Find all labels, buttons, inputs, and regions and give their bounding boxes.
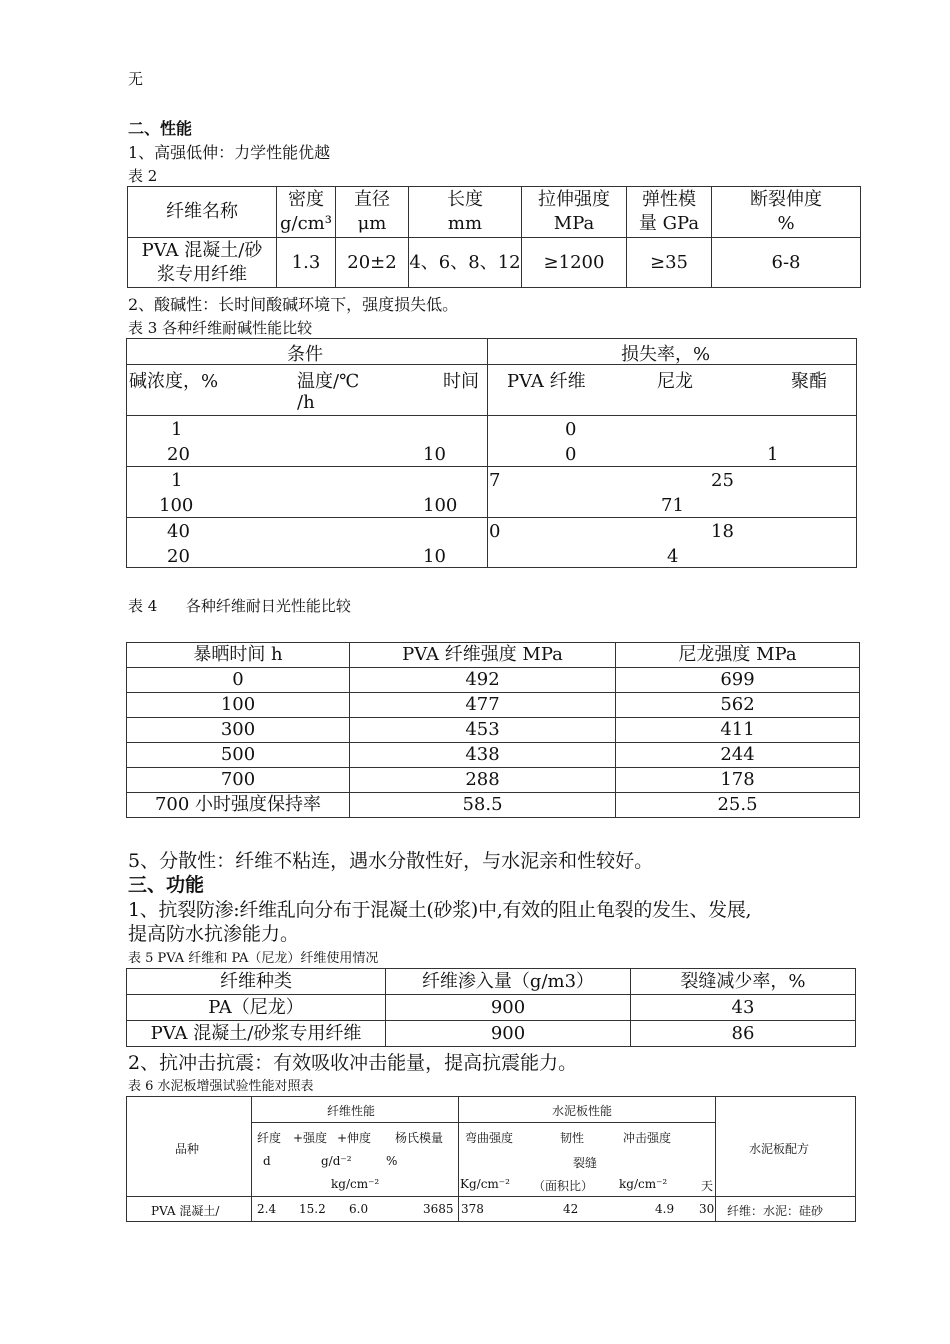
table-row bbox=[127, 718, 860, 743]
func1-line2: 提高防水抗渗能力。 bbox=[128, 923, 300, 945]
table5-header: 纤维种类 bbox=[127, 969, 386, 995]
table5-cell: 900 bbox=[386, 1021, 631, 1047]
table6-fiber-unit: % bbox=[386, 1154, 398, 1168]
table6-fiber-unit: d bbox=[263, 1154, 271, 1168]
section2-heading: 二、性能 bbox=[128, 119, 193, 138]
table3-cell: 4 bbox=[667, 546, 679, 567]
table6-variety: PVA 混凝土/ bbox=[151, 1204, 220, 1218]
table3-col-nylon: 尼龙 bbox=[657, 371, 693, 392]
table4-cell: 699 bbox=[616, 668, 860, 693]
table-row bbox=[127, 768, 860, 793]
table2-header-diameter: 直径 μm bbox=[336, 187, 409, 238]
table4-cell: 700 bbox=[127, 768, 350, 793]
table6-board-unit: 天 bbox=[701, 1179, 714, 1193]
table5-cell: 900 bbox=[386, 995, 631, 1021]
table6-board-unit: kg/cm⁻² bbox=[619, 1177, 668, 1191]
table3-cell: 100 bbox=[423, 495, 458, 516]
table3-cell: 10 bbox=[423, 444, 446, 465]
table2-header-name: 纤维名称 bbox=[128, 187, 277, 238]
table6-board-sub: 冲击强度 bbox=[623, 1131, 672, 1145]
table3-cell: 40 bbox=[167, 521, 190, 542]
table5-header: 裂缝减少率，% bbox=[631, 969, 856, 995]
table3-col-alkali: 碱浓度，% bbox=[129, 371, 219, 392]
table6-col-formula: 水泥板配方 bbox=[749, 1142, 810, 1156]
table5-header: 纤维渗入量（g/m3） bbox=[386, 969, 631, 995]
table5-cell: PVA 混凝土/砂浆专用纤维 bbox=[127, 1021, 386, 1047]
table2-cell: 6-8 bbox=[712, 238, 861, 288]
table2-row-name: PVA 混凝土/砂 浆专用纤维 bbox=[128, 238, 277, 288]
table4-cell: 700 小时强度保持率 bbox=[127, 793, 350, 818]
item2-text: 2、酸碱性：长时间酸碱环境下，强度损失低。 bbox=[128, 295, 459, 314]
table6-fiber-sub: 杨氏模量 bbox=[395, 1131, 444, 1145]
table2-header-length: 长度 mm bbox=[409, 187, 522, 238]
table2-caption: 表 2 bbox=[128, 167, 158, 185]
table3-col-pva: PVA 纤维 bbox=[507, 371, 586, 392]
table4-cell: 300 bbox=[127, 718, 350, 743]
func2-text: 2、抗冲击抗震：有效吸收冲击能量，提高抗震能力。 bbox=[128, 1052, 578, 1074]
table6-group-board: 水泥板性能 bbox=[552, 1104, 613, 1118]
table4-caption: 表 4 各种纤维耐日光性能比较 bbox=[128, 597, 351, 615]
top-text: 无 bbox=[128, 70, 144, 88]
table3-cell: 7 bbox=[489, 470, 501, 491]
table5-caption: 表 5 PVA 纤维和 PA（尼龙）纤维使用情况 bbox=[128, 951, 379, 966]
table3-cell: 1 bbox=[171, 419, 183, 440]
table6-cell: 15.2 bbox=[299, 1202, 326, 1216]
table4-cell: 25.5 bbox=[616, 793, 860, 818]
table6-board-unit: （面积比） bbox=[533, 1179, 594, 1193]
table-row bbox=[127, 693, 860, 718]
table3-cell: 20 bbox=[167, 444, 190, 465]
table3-cell: 0 bbox=[565, 444, 577, 465]
table3-col-temp-unit: /h bbox=[297, 392, 315, 413]
table-row bbox=[127, 668, 860, 693]
table6-formula: 纤维：水泥：硅砂 bbox=[727, 1204, 824, 1218]
table2-header-density: 密度 g/cm³ bbox=[277, 187, 336, 238]
table3-cell: 1 bbox=[767, 444, 779, 465]
section3-heading: 三、功能 bbox=[128, 874, 205, 896]
table3-col-temp: 温度/℃ bbox=[297, 371, 360, 392]
table4-cell: 58.5 bbox=[350, 793, 616, 818]
table6-col-variety: 品种 bbox=[175, 1142, 200, 1156]
table6-board-unit: Kg/cm⁻² bbox=[460, 1177, 510, 1191]
table6-cell: 42 bbox=[563, 1202, 579, 1216]
table4-header: PVA 纤维强度 MPa bbox=[350, 643, 616, 668]
table3-group-loss: 损失率，% bbox=[621, 344, 711, 365]
table6-cell: 4.9 bbox=[655, 1202, 675, 1216]
table6-fiber-sub: +伸度 bbox=[337, 1131, 372, 1145]
table4-cell: 438 bbox=[350, 743, 616, 768]
table5-cell: PA（尼龙） bbox=[127, 995, 386, 1021]
table6-cell: 378 bbox=[461, 1202, 484, 1216]
table4-cell: 453 bbox=[350, 718, 616, 743]
table2-cell: 1.3 bbox=[277, 238, 336, 288]
table2-header-elongation: 断裂伸度 % bbox=[712, 187, 861, 238]
table6-group-fiber: 纤维性能 bbox=[327, 1104, 376, 1118]
table5 bbox=[126, 968, 856, 1047]
table6-fiber-unit: g/d⁻² bbox=[321, 1154, 352, 1168]
table2-cell: ≥1200 bbox=[522, 238, 627, 288]
table4-cell: 178 bbox=[616, 768, 860, 793]
table2-cell: ≥35 bbox=[627, 238, 712, 288]
table2-header-modulus: 弹性模 量 GPa bbox=[627, 187, 712, 238]
table5-cell: 86 bbox=[631, 1021, 856, 1047]
table-row bbox=[127, 995, 856, 1021]
table4-cell: 411 bbox=[616, 718, 860, 743]
table-row bbox=[127, 1021, 856, 1047]
table5-cell: 43 bbox=[631, 995, 856, 1021]
table4-cell: 500 bbox=[127, 743, 350, 768]
table3-cell: 18 bbox=[711, 521, 734, 542]
table3-cell: 20 bbox=[167, 546, 190, 567]
table3-cell: 1 bbox=[171, 470, 183, 491]
table4 bbox=[126, 642, 860, 818]
table3-cell: 0 bbox=[489, 521, 501, 542]
func1-line1: 1、抗裂防渗:纤维乱向分布于混凝土(砂浆)中,有效的阻止龟裂的发生、发展, bbox=[128, 899, 752, 921]
table3-cell: 100 bbox=[159, 495, 194, 516]
table4-cell: 477 bbox=[350, 693, 616, 718]
table4-cell: 0 bbox=[127, 668, 350, 693]
item1-text: 1、高强低伸：力学性能优越 bbox=[128, 143, 331, 162]
table2-cell: 20±2 bbox=[336, 238, 409, 288]
table2-header-tensile: 拉伸强度 MPa bbox=[522, 187, 627, 238]
table3-cell: 25 bbox=[711, 470, 734, 491]
table3-col-time: 时间 bbox=[443, 371, 479, 392]
table3-caption: 表 3 各种纤维耐碱性能比较 bbox=[128, 319, 313, 337]
table6-board-sub2: 裂缝 bbox=[573, 1156, 598, 1170]
table4-cell: 492 bbox=[350, 668, 616, 693]
table4-cell: 562 bbox=[616, 693, 860, 718]
table6-cell: 3685 bbox=[423, 1202, 454, 1216]
table6-cell: 30 bbox=[699, 1202, 715, 1216]
table3-group-condition: 条件 bbox=[287, 344, 323, 365]
table-row bbox=[127, 743, 860, 768]
table6-cell: 6.0 bbox=[349, 1202, 369, 1216]
table3-col-polyester: 聚酯 bbox=[791, 371, 827, 392]
table2 bbox=[127, 186, 861, 288]
table3 bbox=[126, 338, 857, 568]
table6-fiber-sub: 纤度 bbox=[257, 1131, 282, 1145]
table4-cell: 288 bbox=[350, 768, 616, 793]
table6 bbox=[126, 1096, 856, 1222]
table3-cell: 0 bbox=[565, 419, 577, 440]
table3-cell: 10 bbox=[423, 546, 446, 567]
table6-fiber-sub: +强度 bbox=[293, 1131, 328, 1145]
table6-board-sub: 韧性 bbox=[560, 1131, 585, 1145]
table6-fiber-unit: kg/cm⁻² bbox=[331, 1177, 380, 1191]
table4-header: 暴晒时间 h bbox=[127, 643, 350, 668]
table6-caption: 表 6 水泥板增强试验性能对照表 bbox=[128, 1079, 314, 1094]
table2-cell: 4、6、8、12 bbox=[409, 238, 522, 288]
table4-cell: 100 bbox=[127, 693, 350, 718]
table6-cell: 2.4 bbox=[257, 1202, 277, 1216]
table3-cell: 71 bbox=[661, 495, 684, 516]
table4-header: 尼龙强度 MPa bbox=[616, 643, 860, 668]
table6-board-sub: 弯曲强度 bbox=[465, 1131, 514, 1145]
table-row bbox=[127, 793, 860, 818]
item5-text: 5、分散性：纤维不粘连，遇水分散性好，与水泥亲和性较好。 bbox=[128, 850, 654, 872]
table4-cell: 244 bbox=[616, 743, 860, 768]
